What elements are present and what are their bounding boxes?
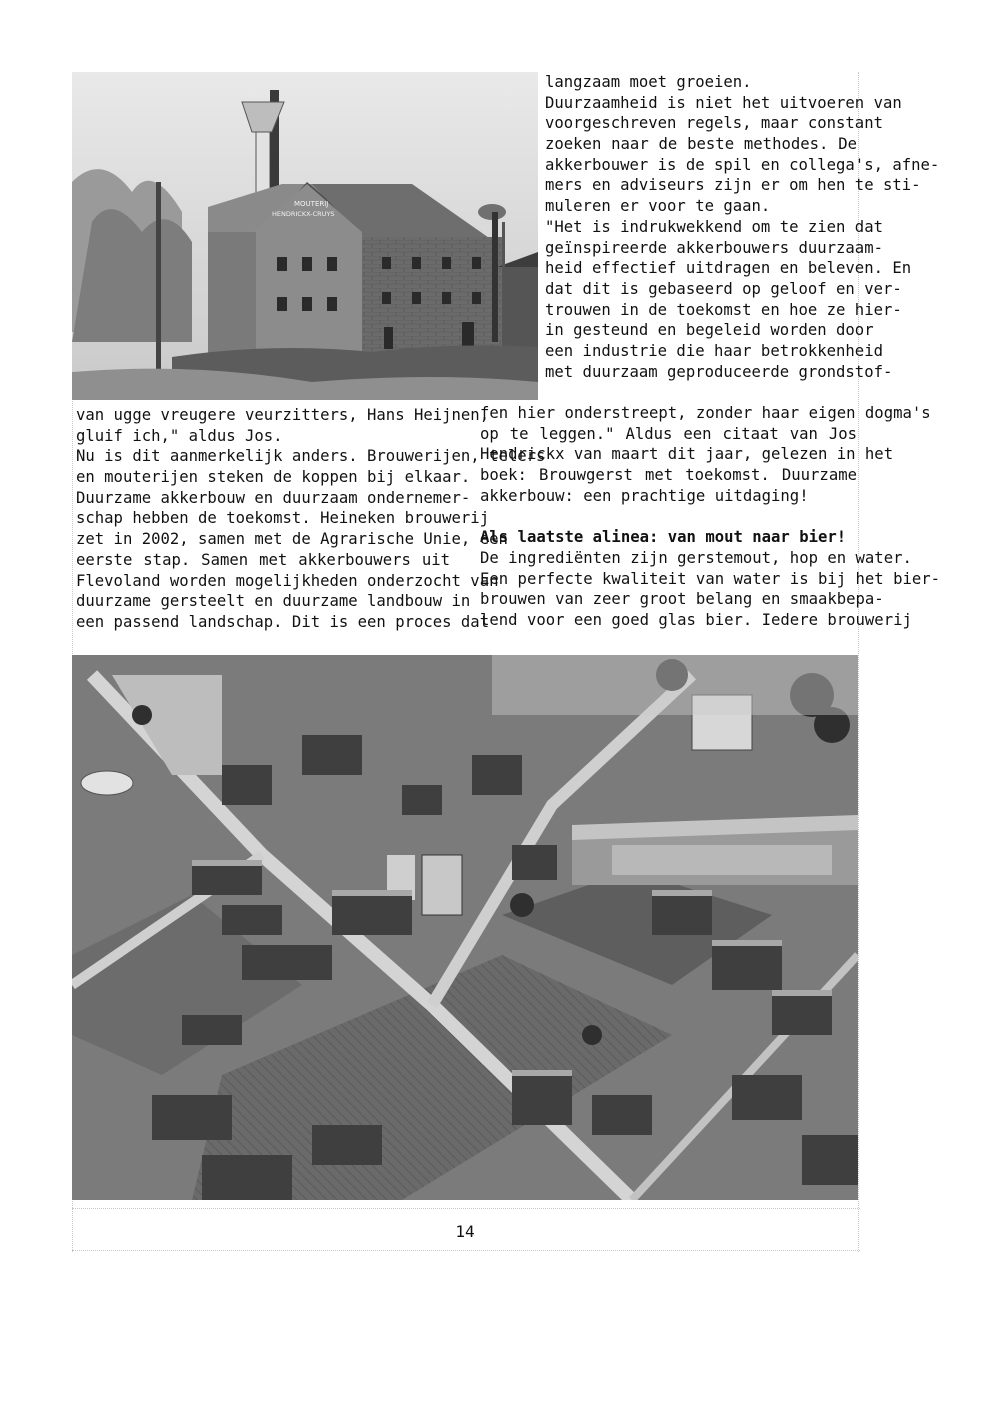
text-line: langzaam moet groeien. xyxy=(545,73,752,91)
text-line: trouwen in de toekomst en hoe ze hier- xyxy=(545,300,902,319)
page-number: 14 xyxy=(455,1222,475,1241)
text-line: brouwen van zeer groot belang en smaakbepa- xyxy=(480,590,884,609)
page-guide-bottom-1 xyxy=(72,1208,860,1209)
text-line: De ingrediënten zijn gerstemout, hop en water. xyxy=(480,548,912,567)
text-line: heid effectief uitdragen en beleven. En xyxy=(545,259,912,278)
page-guide-bottom-2 xyxy=(72,1250,860,1251)
text-line: een passend landschap. Dit is een proces dat xyxy=(76,612,490,631)
malthouse-photo xyxy=(72,72,538,400)
text-line: mers en adviseurs zijn er om hen te sti- xyxy=(545,176,921,195)
text-line: gluif ich," aldus Jos. xyxy=(76,426,283,445)
text-line: Een perfecte kwaliteit van water is bij het bier- xyxy=(480,569,941,588)
text-line: voorgeschreven regels, maar constant xyxy=(545,114,883,133)
text-line: Flevoland worden mogelijkheden onderzocht van xyxy=(76,571,499,590)
right-column-bottom xyxy=(480,403,941,631)
text-line: op te leggen." Aldus een citaat van Jos xyxy=(480,424,857,443)
right-column-top xyxy=(545,72,940,382)
left-column xyxy=(76,405,546,633)
aerial-village-photo xyxy=(72,655,858,1200)
paragraph-gap xyxy=(480,506,857,527)
text-line: Duurzame akkerbouw en duurzaam ondernemer- xyxy=(76,488,471,507)
text-line: eerste stap. Samen met akkerbouwers uit xyxy=(76,550,450,569)
text-line: muleren er voor te gaan. xyxy=(545,197,771,216)
text-line: "Het is indrukwekkend om te zien dat xyxy=(545,217,883,236)
text-line: zoeken naar de beste methodes. De xyxy=(545,135,857,154)
text-line: akkerbouwer is de spil en collega's, afne- xyxy=(545,155,940,174)
text-line: dat dit is gebaseerd op geloof en ver- xyxy=(545,279,902,298)
text-line: Hendrickx van maart dit jaar, gelezen in het xyxy=(480,445,894,464)
section-heading: Als laatste alinea: van mout naar bier! xyxy=(480,528,847,547)
text-line: boek: Brouwgerst met toekomst. Duurzame xyxy=(480,466,857,485)
text-line: geïnspireerde akkerbouwers duurzaam- xyxy=(545,238,883,257)
text-line: Duurzaamheid is niet het uitvoeren van xyxy=(545,93,902,112)
malthouse-sign-line2: HENDRICKX-CRUYS xyxy=(272,210,335,218)
text-line: Nu is dit aanmerkelijk anders. Brouwerijen, telers xyxy=(76,447,546,466)
text-line: schap hebben de toekomst. Heineken brouwerij xyxy=(76,509,490,528)
text-line: duurzame gersteelt en duurzame landbouw in xyxy=(76,592,471,611)
text-line: akkerbouw: een prachtige uitdaging! xyxy=(480,486,809,505)
text-line: in gesteund en begeleid worden door xyxy=(545,321,874,340)
text-line: een industrie die haar betrokkenheid xyxy=(545,341,883,360)
text-line: met duurzaam geproduceerde grondstof- xyxy=(545,362,893,381)
text-line: fen hier onderstreept, zonder haar eigen dogma's xyxy=(480,404,931,422)
text-line: lend voor een goed glas bier. Iedere brouwerij xyxy=(480,610,912,629)
text-line: van ugge vreugere veurzitters, Hans Heijnen, xyxy=(76,406,490,424)
text-line: en mouterijen steken de koppen bij elkaar. xyxy=(76,468,471,487)
malthouse-sign-line1: MOUTERIJ xyxy=(294,200,329,208)
text-line: zet in 2002, samen met de Agrarische Unie, een xyxy=(76,530,508,549)
